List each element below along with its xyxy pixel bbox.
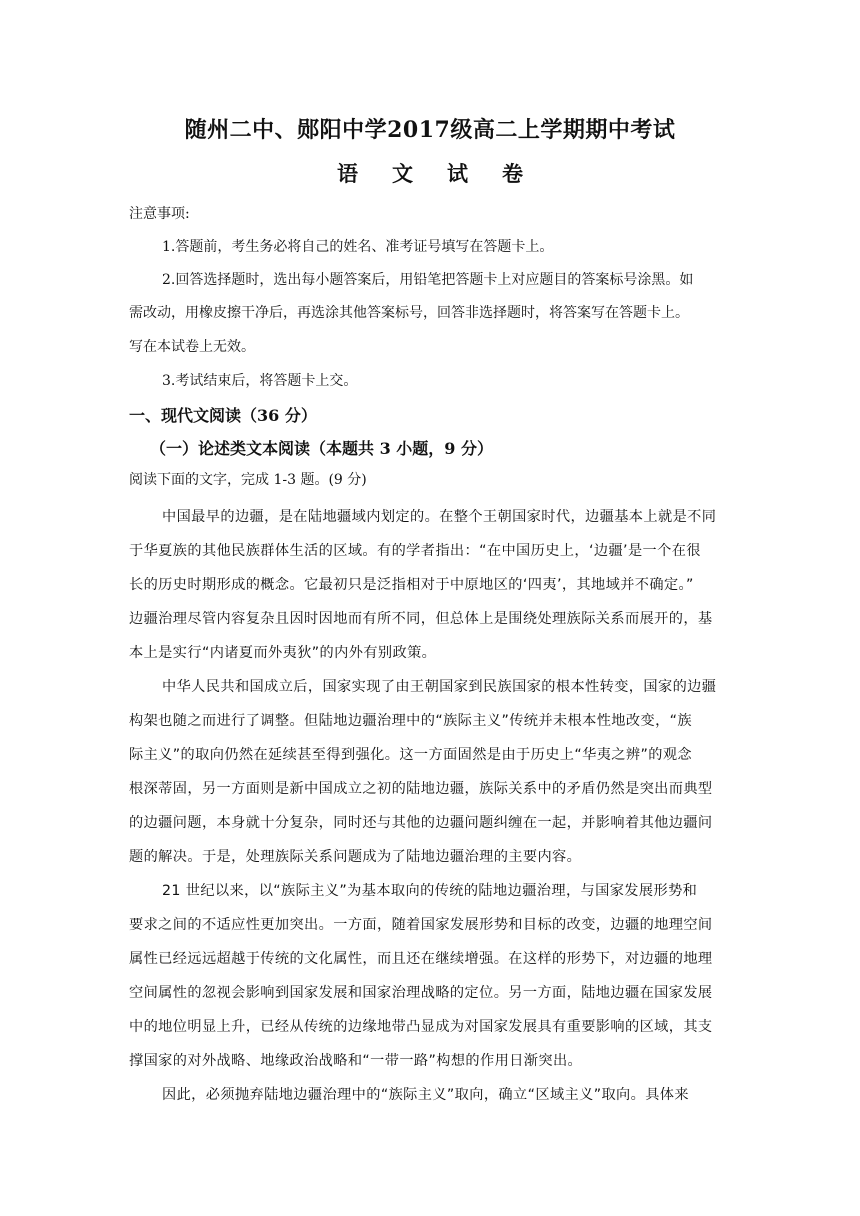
notice-item: 3.考试结束后，将答题卡上交。 xyxy=(162,373,358,389)
passage-line: 中国最早的边疆，是在陆地疆域内划定的。在整个王朝国家时代，边疆基本上就是不同 xyxy=(162,509,717,525)
passage-line: 边疆治理尽管内容复杂且因时因地而有所不同，但总体上是围绕处理族际关系而展开的，基 xyxy=(129,611,713,627)
subtitle-char: 语 xyxy=(337,161,358,186)
passage-line: 属性已经远远超越于传统的文化属性，而且还在继续增强。在这样的形势下，对边疆的地理 xyxy=(129,951,713,967)
passage-line: 因此，必须抛弃陆地边疆治理中的“族际主义”取向，确立“区域主义”取向。具体来 xyxy=(162,1087,689,1103)
passage-line: 的边疆问题，本身就十分复杂，同时还与其他的边疆问题纠缠在一起，并影响着其他边疆问 xyxy=(129,815,713,831)
passage-line: 要求之间的不适应性更加突出。一方面，随着国家发展形势和目标的改变，边疆的地理空间 xyxy=(129,917,713,933)
subtitle-char: 文 xyxy=(392,161,413,186)
subtitle-char: 试 xyxy=(447,161,468,186)
passage-line: 21 世纪以来，以“族际主义”为基本取向的传统的陆地边疆治理，与国家发展形势和 xyxy=(162,883,698,899)
passage-line: 中华人民共和国成立后，国家实现了由王朝国家到民族国家的根本性转变，国家的边疆 xyxy=(162,679,717,695)
notice-item: 1.答题前，考生务必将自己的姓名、准考证号填写在答题卡上。 xyxy=(162,239,554,255)
passage-line: 中的地位明显上升，已经从传统的边缘地带凸显成为对国家发展具有重要影响的区域，其支 xyxy=(129,1019,713,1035)
passage-line: 长的历史时期形成的概念。它最初只是泛指相对于中原地区的‘四夷’，其地域并不确定。” xyxy=(129,577,694,593)
passage-line: 题的解决。于是，处理族际关系问题成为了陆地边疆治理的主要内容。 xyxy=(129,849,582,865)
passage-line: 于华夏族的其他民族群体生活的区域。有的学者指出：“在中国历史上，‘边疆’是一个在很 xyxy=(129,543,701,559)
exam-title: 随州二中、郧阳中学2017级高二上学期期中考试 xyxy=(184,117,676,143)
exam-subtitle xyxy=(0,158,860,188)
notice-item: 写在本试卷上无效。 xyxy=(129,339,255,355)
subsection-title: （一）论述类文本阅读（本题共 3 小题，9 分） xyxy=(150,439,493,458)
section-title: 一、现代文阅读（36 分） xyxy=(129,406,317,425)
passage-line: 本上是实行“内诸夏而外夷狄”的内外有别政策。 xyxy=(129,645,437,661)
notice-item: 需改动，用橡皮擦干净后，再选涂其他答案标号，回答非选择题时，将答案写在答题卡上。 xyxy=(129,305,689,321)
passage-line: 际主义”的取向仍然在延续甚至得到强化。这一方面固然是由于历史上“华夷之辨”的观念 xyxy=(129,747,692,763)
notice-item: 2.回答选择题时，选出每小题答案后，用铅笔把答题卡上对应题目的答案标号涂黑。如 xyxy=(162,272,694,288)
notice-heading: 注意事项: xyxy=(129,206,190,222)
passage-line: 构架也随之而进行了调整。但陆地边疆治理中的“族际主义”传统并未根本性地改变，“族 xyxy=(129,713,692,729)
passage-line: 空间属性的忽视会影响到国家发展和国家治理战略的定位。另一方面，陆地边疆在国家发展 xyxy=(129,985,713,1001)
passage-line: 撑国家的对外战略、地缘政治战略和“一带一路”构想的作用日渐突出。 xyxy=(129,1053,583,1069)
subtitle-char: 卷 xyxy=(502,161,523,186)
reading-instruction: 阅读下面的文字，完成 1-3 题。(9 分) xyxy=(129,472,367,488)
passage-line: 根深蒂固，另一方面则是新中国成立之初的陆地边疆，族际关系中的矛盾仍然是突出而典型 xyxy=(129,781,713,797)
